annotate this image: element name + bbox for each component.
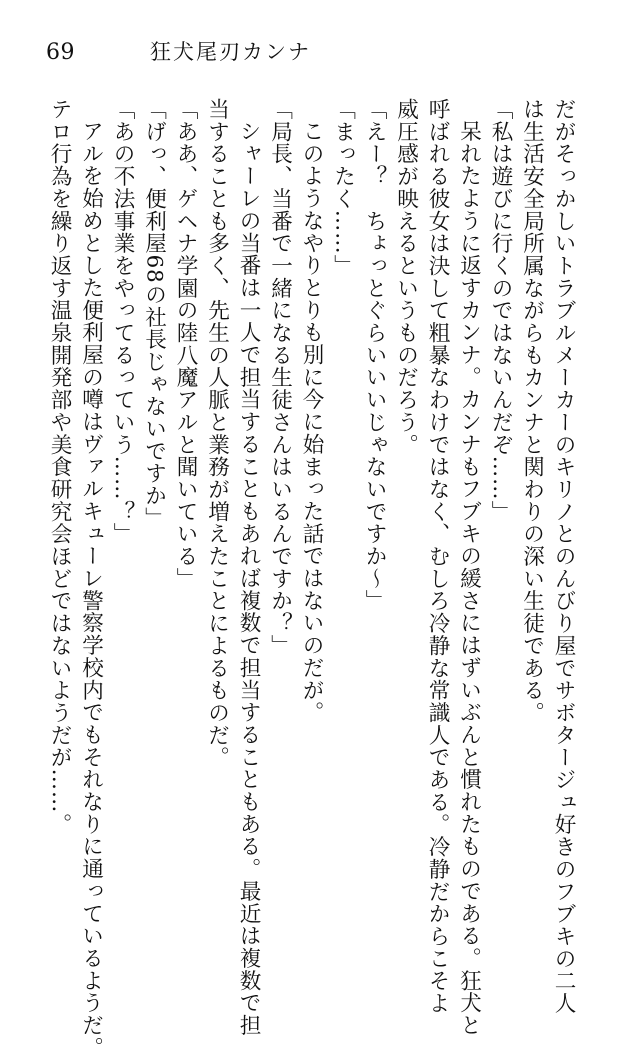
text-line: 「私は遊びに行くのではないんだぞ……」 [488, 98, 513, 523]
text-line: このようなやりとりも別に今に始まった話ではないのだが。 [299, 119, 324, 724]
running-title: 狂犬尾刃カンナ [150, 40, 311, 64]
text-line: 「局長、当番で一緒になる生徒さんはいるんですか？」 [267, 98, 293, 657]
text-line: 威圧感が映えるというものだろう。 [393, 98, 419, 456]
text-line: だがそっかしいトラブルメーカーのキリノとのんびり屋でサボタージュ好きのフブキの二人 [551, 98, 576, 1015]
text-line: 「ああ、ゲヘナ学園の陸八魔アルと聞いている」 [173, 98, 198, 590]
text-line: 呼ばれる彼女は決して粗暴なわけではなく、むしろ冷静な常識人である。冷静だからこそよ [425, 98, 450, 1015]
page-number: 69 [46, 40, 75, 65]
text-line: シャーレの当番は一人で担当することもあれば複数で担当することもある。最近は複数で担 [236, 119, 261, 1036]
text-line: は生活安全局所属ながらもカンナと関わりの深い生徒である。 [519, 98, 545, 724]
text-line: 当することも多く、先生の人脈と業務が増えたことによるものだ。 [204, 98, 230, 769]
text-line: 「えー？ ちょっとぐらいいいじゃないですか～」 [362, 98, 387, 613]
text-line: 「まったく……」 [330, 98, 356, 277]
text-line: アルを始めとした便利屋の噂はヴァルキューレ警察学校内でもそれなりに通っているようだ。 [78, 119, 104, 1058]
text-line: 呆れたように返すカンナ。カンナもフブキの緩さにはずいぶんと慣れたものである。狂犬と [456, 119, 482, 1036]
body-text [44, 98, 580, 1058]
text-line: テロ行為を繰り返す温泉開発部や美食研究会ほどではないようだが……。 [47, 98, 72, 836]
text-line: 「げっ、便利屋68の社長じゃないですか」 [141, 98, 167, 530]
text-line: 「あの不法事業をやってるっていう……？」 [110, 98, 135, 545]
